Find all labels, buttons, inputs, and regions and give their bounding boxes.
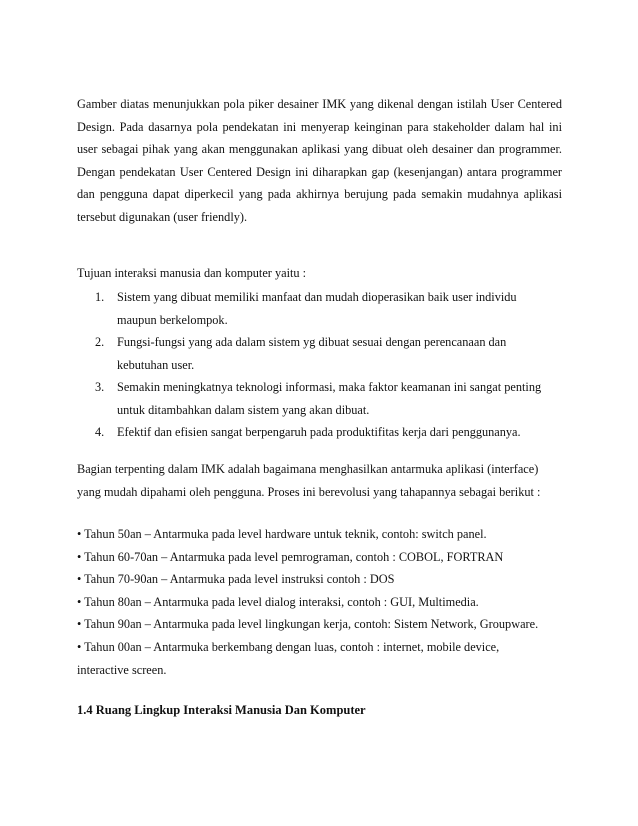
timeline-item-continuation: interactive screen. [77,662,167,677]
goal-line: untuk ditambahkan dalam sistem yang akan dibuat. [117,402,370,417]
timeline-item: • Tahun 50an – Antarmuka pada level hardware untuk teknik, contoh: switch panel. [77,527,487,541]
goal-item [95,421,565,444]
interface-paragraph-line: yang mudah dipahami oleh pengguna. Proses ini berevolusi yang tahapannya sebagai berikut : [77,484,541,499]
goal-line: kebutuhan user. [117,357,195,372]
timeline-item: • Tahun 70-90an – Antarmuka pada level instruksi contoh : DOS [77,572,395,587]
goal-number: 1. [95,290,105,304]
goal-item [95,331,565,376]
ucd-paragraph: Gamber diatas menunjukkan pola piker desainer IMK yang dikenal dengan istilah User Centered Design. Pada dasarnya pola pendekatan ini menyerap keinginan para stakeholder dalam hal ini user sebagai pihak yang akan menggunakan aplikasi yang dibuat oleh desainer dan programmer. Dengan pendekatan User Centered Design ini diharapkan gap (kesenjangan) antara programmer dan pengguna dapat diperkecil yang pada akhirnya berujung pada semakin mudahnya aplikasi tersebut digunakan (user friendly). [77,97,562,224]
interface-paragraph [77,458,562,503]
interface-timeline [77,523,562,681]
goal-line: Sistem yang dibuat memiliki manfaat dan mudah dioperasikan baik user individu [117,290,517,304]
goal-line: Efektif dan efisien sangat berpengaruh pada produktifitas kerja dari penggunanya. [117,425,521,439]
goal-item [95,376,565,421]
interface-paragraph-line: Bagian terpenting dalam IMK adalah bagaimana menghasilkan antarmuka aplikasi (interface) [77,462,539,476]
goals-intro: Tujuan interaksi manusia dan komputer yaitu : [77,266,307,280]
goal-number: 4. [95,425,105,439]
goals-list [95,286,565,444]
timeline-item: • Tahun 60-70an – Antarmuka pada level pemrograman, contoh : COBOL, FORTRAN [77,549,504,564]
goal-number: 2. [95,335,105,349]
timeline-item: • Tahun 80an – Antarmuka pada level dialog interaksi, contoh : GUI, Multimedia. [77,594,479,609]
timeline-item: • Tahun 00an – Antarmuka berkembang dengan luas, contoh : internet, mobile device, [77,639,500,654]
timeline-item: • Tahun 90an – Antarmuka pada level lingkungan kerja, contoh: Sistem Network, Groupware. [77,617,539,632]
goal-number: 3. [95,380,105,394]
goal-item [95,286,565,331]
goal-line: Semakin meningkatnya teknologi informasi, maka faktor keamanan ini sangat penting [117,380,542,394]
goal-line: maupun berkelompok. [117,312,228,327]
section-heading: 1.4 Ruang Lingkup Interaksi Manusia Dan Komputer [77,703,366,717]
goal-line: Fungsi-fungsi yang ada dalam sistem yg dibuat sesuai dengan perencanaan dan [117,335,507,349]
